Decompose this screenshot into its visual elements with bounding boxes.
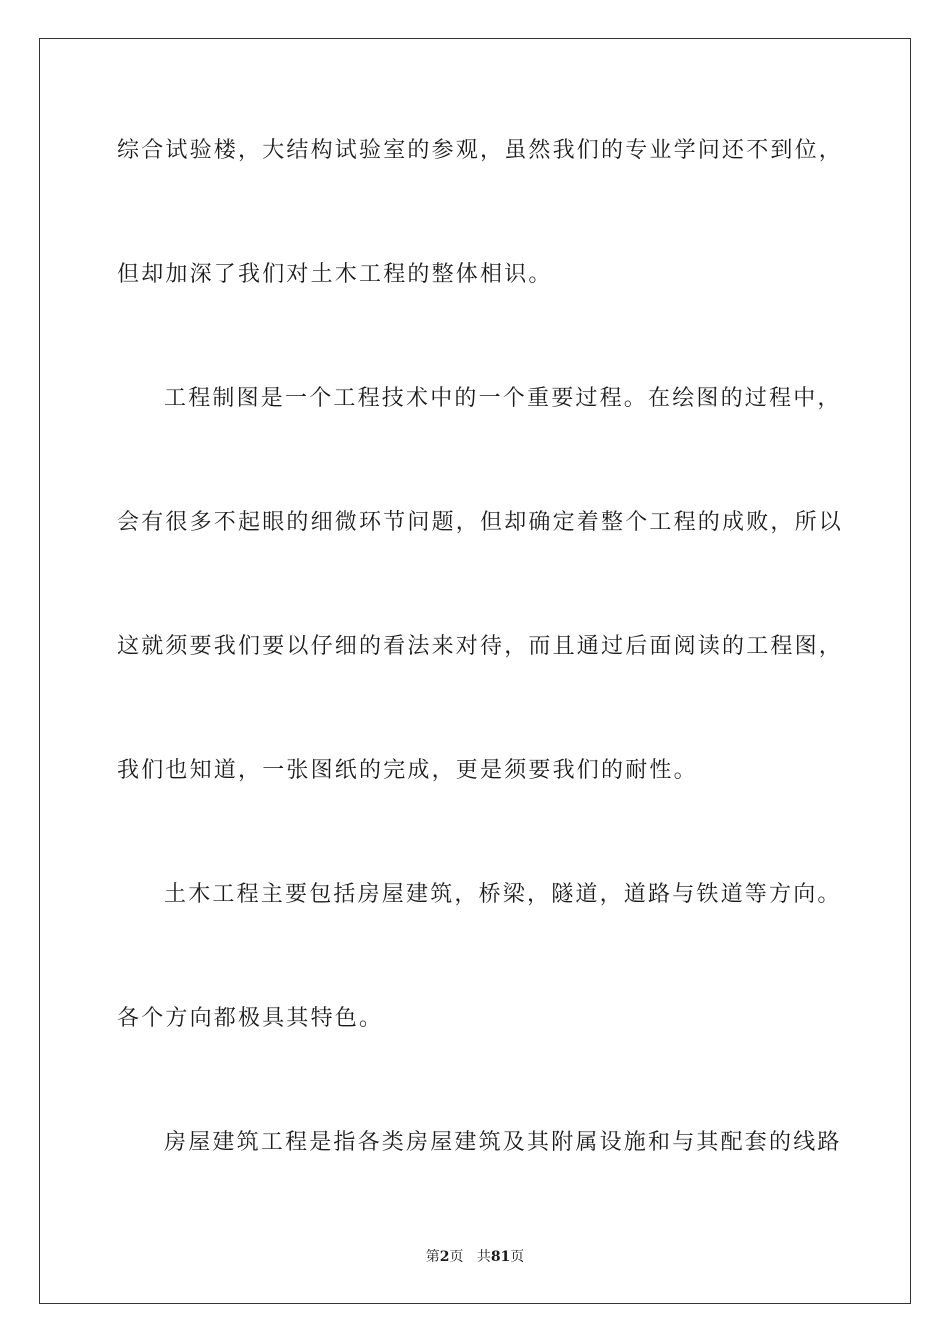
- page-suffix: 页: [449, 1249, 464, 1265]
- text-line: 各个方向都极具其特色。: [117, 1006, 384, 1031]
- text-line: 我们也知道，一张图纸的完成，更是须要我们的耐性。: [117, 758, 698, 783]
- text-line: 工程制图是一个工程技术中的一个重要过程。在绘图的过程中，: [164, 386, 842, 411]
- page-prefix: 第: [425, 1249, 440, 1265]
- text-line: 会有很多不起眼的细微环节问题，但却确定着整个工程的成败，所以: [117, 510, 844, 535]
- text-line: 但却加深了我们对土木工程的整体相识。: [117, 262, 553, 287]
- text-line: 房屋建筑工程是指各类房屋建筑及其附属设施和与其配套的线路: [164, 1130, 842, 1155]
- total-prefix: 共: [476, 1249, 491, 1265]
- page-border: [39, 38, 911, 1304]
- text-line: 综合试验楼，大结构试验室的参观，虽然我们的专业学问还不到位，: [117, 138, 844, 163]
- page-footer: [0, 1248, 950, 1266]
- text-line: 这就须要我们要以仔细的看法来对待，而且通过后面阅读的工程图，: [117, 634, 844, 659]
- total-suffix: 页: [510, 1249, 525, 1265]
- total-pages: 81: [490, 1249, 511, 1265]
- text-line: 土木工程主要包括房屋建筑，桥梁，隧道，道路与铁道等方向。: [164, 882, 842, 907]
- page-number: 2: [439, 1249, 450, 1265]
